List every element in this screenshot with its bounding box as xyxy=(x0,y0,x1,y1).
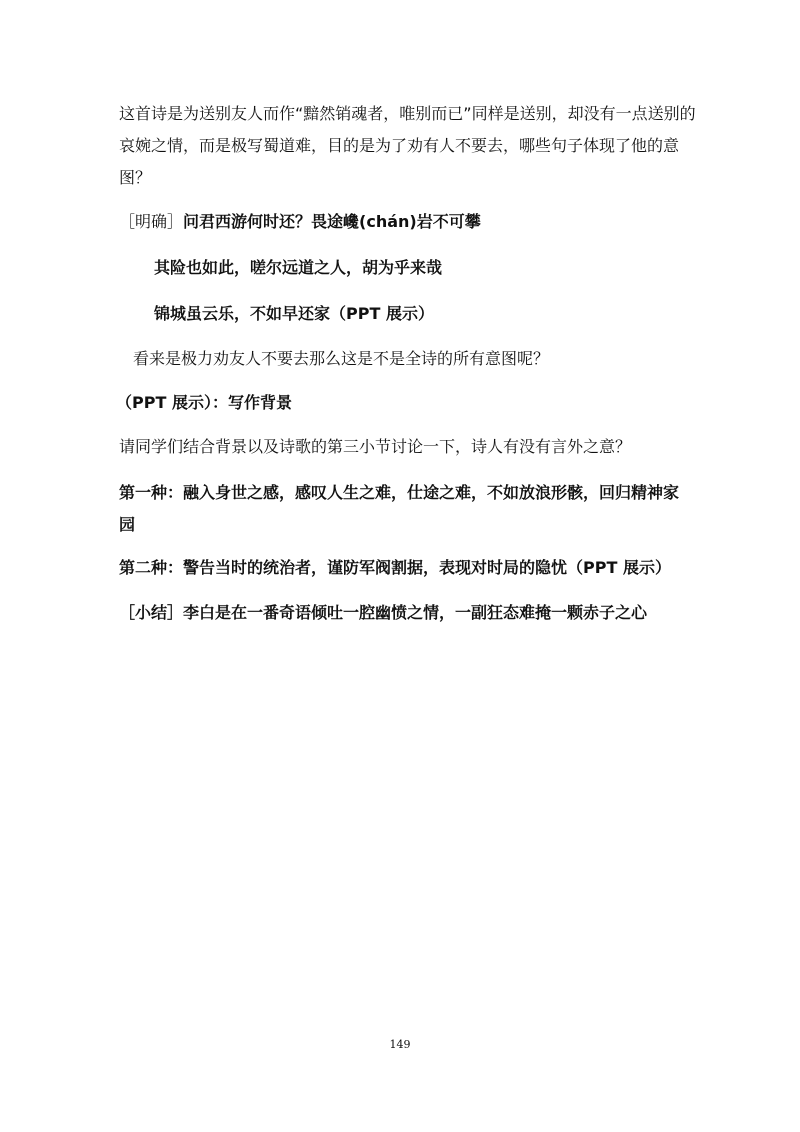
view-2: 第二种：警告当时的统治者，谨防军阀割据，表现对时局的隐忧（PPT 展示） xyxy=(119,558,671,577)
page-number: 149 xyxy=(389,1038,411,1051)
intro-paragraph: 这首诗是为送别友人而作“黯然销魂者，唯别而已”同样是送别，却没有一点送别的哀婉之情，而是极写蜀道难，目的是为了劝有人不要去，哪些句子体现了他的意图？ xyxy=(119,104,696,187)
question-2: 看来是极力劝友人不要去那么这是不是全诗的所有意图呢？ xyxy=(133,349,550,368)
ppt-background-heading: （PPT 展示）：写作背景 xyxy=(116,393,292,412)
answer-line-2: 其险也如此，嗟尔远道之人，胡为乎来哉 xyxy=(154,258,443,277)
discussion-question: 请同学们结合背景以及诗歌的第三小节讨论一下，诗人有没有言外之意？ xyxy=(119,437,632,456)
answer-text-1: 问君西游何时还？畏途巉(chán)岩不可攀 xyxy=(183,212,481,231)
answer-line-3: 锦城虽云乐，不如早还家（PPT 展示） xyxy=(154,304,434,323)
summary: ［小结］李白是在一番奇语倾吐一腔幽愤之情，一副狂态难掩一颗赤子之心 xyxy=(119,603,648,622)
answer-line-1 xyxy=(119,212,699,232)
answer-tag: ［明确］ xyxy=(119,212,184,231)
view-1: 第一种：融入身世之感，感叹人生之难，仕途之难，不如放浪形骸，回归精神家园 xyxy=(119,483,680,534)
